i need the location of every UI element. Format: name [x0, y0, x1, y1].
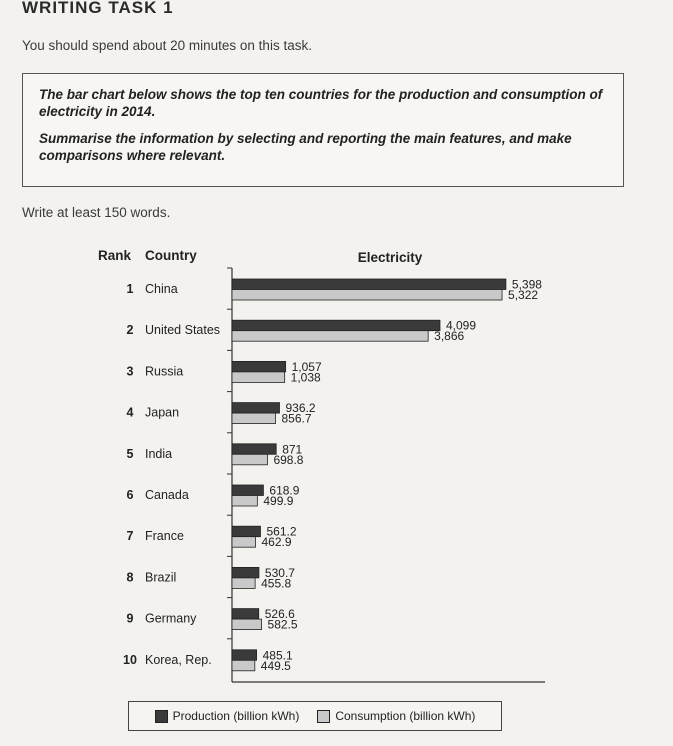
consumption-value-label: 455.8 — [261, 576, 292, 591]
country-label: Brazil — [145, 570, 177, 585]
production-value-label: 5,398 — [511, 277, 542, 292]
rank-label: 7 — [126, 529, 134, 544]
country-label: China — [145, 282, 178, 296]
prompt-instruction: Summarise the information by selecting and reporting the main features, and make comparisons where relevant. — [39, 131, 572, 163]
consumption-value-label: 499.9 — [263, 494, 294, 508]
consumption-value-label: 462.9 — [261, 535, 292, 550]
rank-header: Rank — [98, 248, 132, 263]
legend-label-consumption: Consumption (billion kWh) — [335, 709, 476, 723]
production-value-label: 871 — [282, 442, 303, 457]
country-label: United States — [145, 323, 221, 338]
production-value-label: 530.7 — [264, 565, 295, 580]
task-title: WRITING TASK 1 — [22, 0, 174, 17]
production-bar — [232, 567, 259, 578]
production-value-label: 485.1 — [262, 648, 293, 663]
country-label: Japan — [145, 405, 180, 420]
consumption-value-label: 698.8 — [273, 452, 304, 467]
production-bar — [232, 485, 263, 496]
consumption-bar — [232, 578, 255, 589]
time-instruction: You should spend about 20 minutes on this task. — [22, 38, 312, 53]
rank-label: 3 — [126, 364, 134, 379]
consumption-value-label: 582.5 — [267, 617, 298, 632]
country-label: India — [145, 446, 173, 461]
rank-label: 9 — [126, 611, 134, 626]
consumption-bar — [232, 331, 428, 342]
consumption-value-label: 449.5 — [260, 658, 291, 673]
production-value-label: 4,099 — [445, 318, 477, 333]
legend-swatch-production — [155, 710, 168, 723]
chart-legend — [128, 701, 502, 731]
consumption-value-label: 1,038 — [290, 370, 321, 385]
consumption-value-label: 856.7 — [281, 411, 312, 426]
consumption-bar — [232, 372, 285, 383]
country-header: Country — [145, 248, 197, 263]
production-bar — [232, 609, 259, 620]
production-value-label: 1,057 — [291, 359, 322, 374]
chart-title: Electricity — [357, 250, 423, 265]
production-value-label: 561.2 — [266, 524, 297, 539]
production-bar — [232, 444, 276, 455]
production-value-label: 526.6 — [264, 607, 295, 622]
legend-label-production: Production (billion kWh) — [172, 709, 300, 723]
rank-label: 8 — [126, 570, 134, 585]
rank-label: 5 — [126, 446, 134, 461]
production-bar — [232, 320, 440, 331]
production-value-label: 936.2 — [285, 401, 316, 416]
legend-item-production — [155, 709, 300, 723]
consumption-bar — [232, 537, 255, 548]
production-bar — [232, 361, 286, 372]
consumption-value-label: 3,866 — [434, 329, 465, 344]
production-bar — [232, 279, 506, 290]
legend-swatch-consumption — [317, 710, 330, 723]
consumption-bar — [232, 413, 275, 424]
consumption-bar — [232, 619, 262, 630]
word-count-instruction: Write at least 150 words. — [22, 205, 171, 220]
consumption-value-label: 5,322 — [508, 288, 539, 302]
rank-label: 10 — [123, 652, 137, 667]
rank-label: 4 — [126, 405, 134, 420]
rank-label: 2 — [126, 323, 134, 338]
production-bar — [232, 526, 260, 537]
consumption-bar — [232, 454, 267, 465]
production-bar — [232, 650, 257, 661]
country-label: Russia — [145, 364, 184, 379]
production-value-label: 618.9 — [269, 483, 300, 498]
consumption-bar — [232, 290, 502, 301]
country-label: France — [145, 529, 184, 544]
country-label: Germany — [145, 611, 197, 626]
consumption-bar — [232, 496, 257, 507]
consumption-bar — [232, 660, 255, 671]
rank-label: 6 — [126, 488, 134, 502]
rank-label: 1 — [126, 282, 134, 296]
country-label: Korea, Rep. — [145, 652, 212, 667]
prompt-description: The bar chart below shows the top ten countries for the production and consumption of electricity in 2014. — [39, 87, 603, 119]
production-bar — [232, 403, 280, 414]
legend-item-consumption — [317, 709, 475, 723]
country-label: Canada — [145, 488, 189, 502]
